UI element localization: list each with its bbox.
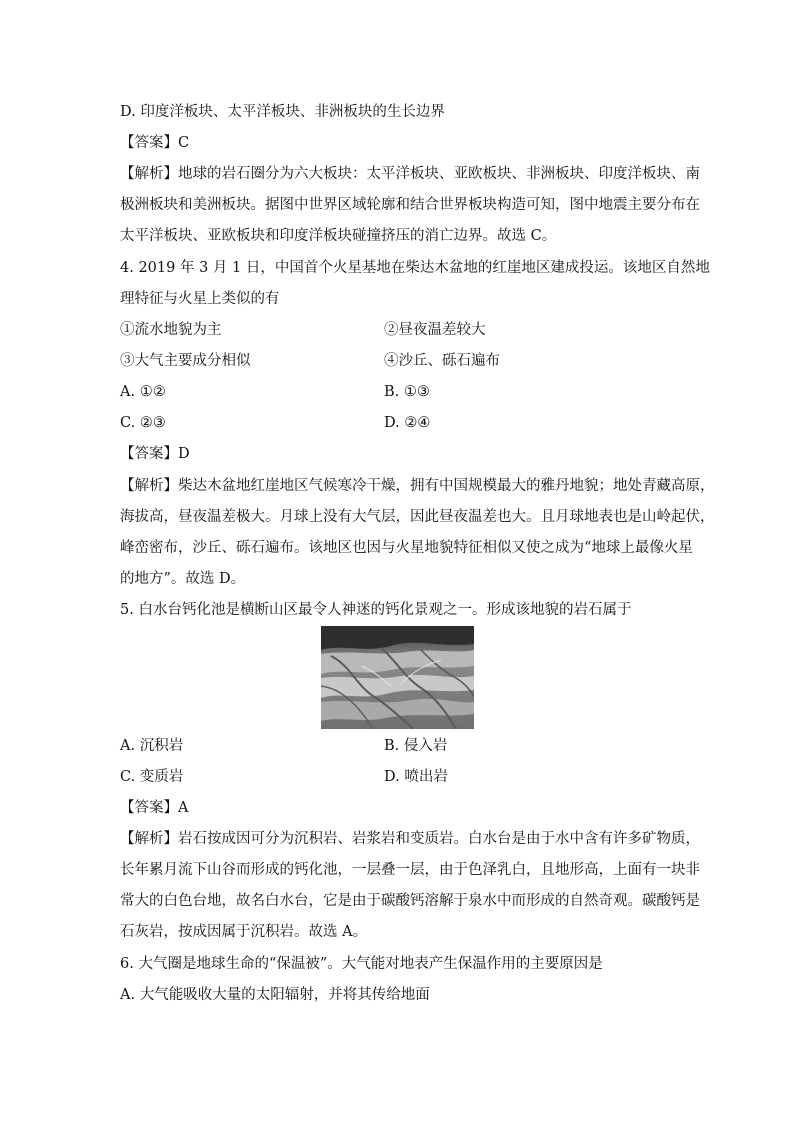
q5-analysis-line-1: 【解析】岩石按成因可分为沉积岩、岩浆岩和变质岩。白水台是由于水中含有许多矿物质，: [120, 831, 700, 847]
q4-option-d: D. ②④: [384, 415, 431, 431]
q5-answer: 【答案】A: [120, 800, 189, 816]
q4-item-2: ②昼夜温差较大: [384, 322, 486, 338]
q4-stem-line-1: 4. 2019 年 3 月 1 日，中国首个火星基地在柴达木盆地的红崖地区建成投运。该地区自然地: [120, 260, 710, 276]
q5-analysis-line-4: 石灰岩，按成因属于沉积岩。故选 A。: [120, 924, 368, 940]
q3-analysis-line-3: 太平洋板块、亚欧板块和印度洋板块碰撞挤压的消亡边界。故选 C。: [120, 228, 557, 244]
q6-stem: 6. 大气圈是地球生命的“保温被”。大气能对地表产生保温作用的主要原因是: [120, 956, 603, 972]
q3-answer: 【答案】C: [120, 135, 190, 151]
q4-analysis-line-1: 【解析】柴达木盆地红崖地区气候寒冷干燥，拥有中国规模最大的雅丹地貌；地处青藏高原，: [120, 478, 715, 494]
q5-option-d: D. 喷出岩: [384, 769, 448, 785]
q4-answer: 【答案】D: [120, 446, 190, 462]
q3-option-d: D. 印度洋板块、太平洋板块、非洲板块的生长边界: [120, 104, 445, 120]
q3-analysis-line-1: 【解析】地球的岩石圈分为六大板块：太平洋板块、亚欧板块、非洲板块、印度洋板块、南: [120, 166, 700, 182]
q4-item-1: ①流水地貌为主: [120, 322, 222, 338]
q4-analysis-line-4: 的地方”。故选 D。: [120, 571, 246, 587]
q4-stem-line-2: 理特征与火星上类似的有: [120, 291, 280, 307]
q4-analysis-line-2: 海拔高，昼夜温差极大。月球上没有大气层，因此昼夜温差也大。且月球地表也是山岭起伏，: [120, 509, 715, 525]
q5-analysis-line-2: 长年累月流下山谷而形成的钙化池，一层叠一层，由于色泽乳白，且地形高，上面有一块非: [120, 862, 700, 878]
q6-option-a: A. 大气能吸收大量的太阳辐射，并将其传给地面: [120, 987, 430, 1003]
q5-stem: 5. 白水台钙化池是横断山区最令人神迷的钙化景观之一。形成该地貌的岩石属于: [120, 602, 632, 618]
q5-option-c: C. 变质岩: [120, 769, 184, 785]
q4-option-b: B. ①③: [384, 384, 430, 400]
q4-item-3: ③大气主要成分相似: [120, 353, 251, 369]
q5-option-a: A. 沉积岩: [120, 738, 184, 754]
travertine-terrace-photo: [321, 626, 474, 729]
q4-option-c: C. ②③: [120, 415, 166, 431]
q5-analysis-line-3: 常大的白色台地，故名白水台，它是由于碳酸钙溶解于泉水中而形成的自然奇观。碳酸钙是: [120, 893, 700, 909]
q5-option-b: B. 侵入岩: [384, 738, 448, 754]
q4-option-a: A. ①②: [120, 384, 166, 400]
q4-item-4: ④沙丘、砾石遍布: [384, 353, 500, 369]
q3-analysis-line-2: 极洲板块和美洲板块。据图中世界区域轮廓和结合世界板块构造可知，图中地震主要分布在: [120, 197, 700, 213]
q4-analysis-line-3: 峰峦密布，沙丘、砾石遍布。该地区也因与火星地貌特征相似又使之成为“地球上最像火星: [120, 540, 693, 556]
